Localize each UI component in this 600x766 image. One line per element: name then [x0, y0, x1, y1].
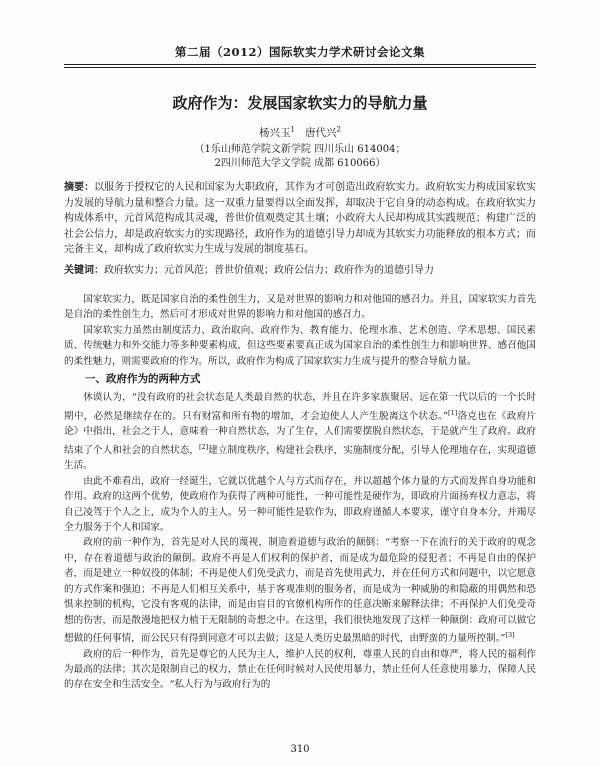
affiliation-line: 2四川师范大学文学院 成都 610066） — [214, 158, 386, 169]
paragraph: 政府的后一种作为，首先是尊它的人民为主人，维护人民的权利，尊重人民的自由和尊严，将人民的福利作为最高的法律；其次是限制自己的权力，禁止在任何时候对人民使用暴力，禁止任何人任意使用暴力，保障人民的存在安全和生活安全。“私人行为与政府行为的 — [64, 648, 536, 691]
author-affil-mark: 1 — [290, 125, 295, 134]
paragraph-text: 建立制度秩序，构建社会秩序，实施制度分配，引导人伦理地存在，实现道德生活。 — [64, 445, 537, 472]
keywords-label: 关键词： — [64, 265, 104, 276]
affiliation-line: （1乐山师范学院文新学院 四川乐山 614004； — [194, 144, 406, 155]
abstract — [64, 180, 536, 258]
author-name: 杨兴玉 — [259, 127, 291, 139]
paragraph-text: 洛克也在《政府片论》中指出，社会之于人，意味着一种自然状态，为了生存，人们需要摆脱自然状态，于是就产生了政府。政府结束了个人和社会的自然状态， — [64, 411, 537, 457]
header-rule-thin — [64, 67, 536, 68]
paragraph — [64, 535, 536, 646]
header-rule-thick — [64, 64, 536, 65]
paper-title: 政府作为：发展国家软实力的导航力量 — [172, 94, 428, 112]
citation-ref: [3] — [505, 630, 515, 639]
author-affil-mark: 2 — [336, 125, 341, 134]
citation-ref: [1] — [448, 408, 458, 417]
abstract-label: 摘要： — [64, 182, 95, 193]
author-line — [60, 125, 540, 140]
body-text — [64, 292, 536, 693]
section-heading: 一、政府作为的两种方式 — [85, 373, 201, 386]
paragraph-text: 政府的前一种作为，首先是对人民的蔑视，制造着道德与政治的颠倒：“考察一下在流行的关于政府的观念中，存在着道德与政治的颠倒。政府不再是人们权利的保护者，而是成为最危险的侵犯者；不再是自由的保护者，而是建立一种奴役的体制；不再是使人们免受武力，而是首先使用武力，并在任何方式和问题中，以它愿意的方式作案和强迫；不再是人们相互关系中，基于客观准则的服务者，而是成为一种威胁的和隐蔽的用偶然和恐惧来控制的机构，它没有客观的法律，而是由盲目的官僚机构所作的任意决断来解释法律；不再保护人们免受奇想的伤害，而是散漫地把权力植于无限制的奇想之中。在这里，我们很快地发现了这样一种颠倒：政府可以做它想做的任何事情，而公民只有得到同意才可以去做；这是人类历史最黑暗的时代，由野蛮的力量所控制。” — [64, 537, 536, 645]
paragraph-text: 休谟认为，“没有政府的社会状态是人类最自然的状态，并且在许多家族聚居、远在第一代以后的一个长时期中，必然是继续存在的。只有财富和所有物的增加，才会迫使人人产生脱离这个状态。” — [64, 392, 536, 423]
abstract-text: 以服务于授权它的人民和国家为大职政府，其作为才可创造出政府软实力。政府软实力构成国家软实力发展的导航力量和整合力量。这一双重力量要得以全面发挥，却取决于它自身的动态构成。在政府软实力构成体系中，元首风范构成其灵魂，普世价值观奠定其土壤；小政府大人民却构成其实践规范；构建广泛的社会公信力，却是政府软实力的实现路径，政府作为的道德引导力却成为其软实力功能释放的根本方式；而完备主义，却构成了政府软实力生成与发展的制度基石。 — [64, 182, 537, 255]
paragraph — [64, 390, 536, 473]
running-header: 第二届（2012）国际软实力学术研讨会论文集 — [174, 45, 425, 59]
paragraph: 国家软实力，既是国家自治的柔性创生力，又是对世界的影响力和对他国的感召力。并且，国家软实力首先是自治的柔性创生力，然后可才形成对世界的影响力和对他国的感召力。 — [64, 294, 536, 321]
keywords-text: 政府软实力；元首风范；普世价值观；政府公信力；政府作为的道德引导力 — [104, 265, 434, 276]
page-number: 310 — [290, 744, 310, 755]
citation-ref: [2] — [198, 442, 209, 451]
keywords — [64, 263, 536, 278]
author-name: 唐代兴 — [305, 127, 337, 139]
paragraph: 国家软实力虽然由制度活力、政治取向、政府作为、教育能力、伦理水准、艺术创造、学术思想、国民素质、传统魅力和外交能力等多种要素构成，但这些要素要真正成为国家自治的柔性创生力和影响世界、感召他国的柔性魅力，则需要政府的作为。所以，政府作为构成了国家软实力生成与提升的整合导航力量。 — [64, 324, 536, 367]
paragraph: 由此不难看出，政府一经诞生，它就以优越个人与方式而存在，并以超越个体力量的方式而发挥自身功能和作用。政府的这两个优势，使政府作为获得了两种可能性，一种可能性是硬作为，即政府片面扬弃权力意志，将自己凌驾于个人之上，成为个人的主人。另一种可能性是软作为，即政府谨循人本要求，谨守自身本分，并竭尽全力服务于个人和国家。 — [64, 475, 536, 534]
